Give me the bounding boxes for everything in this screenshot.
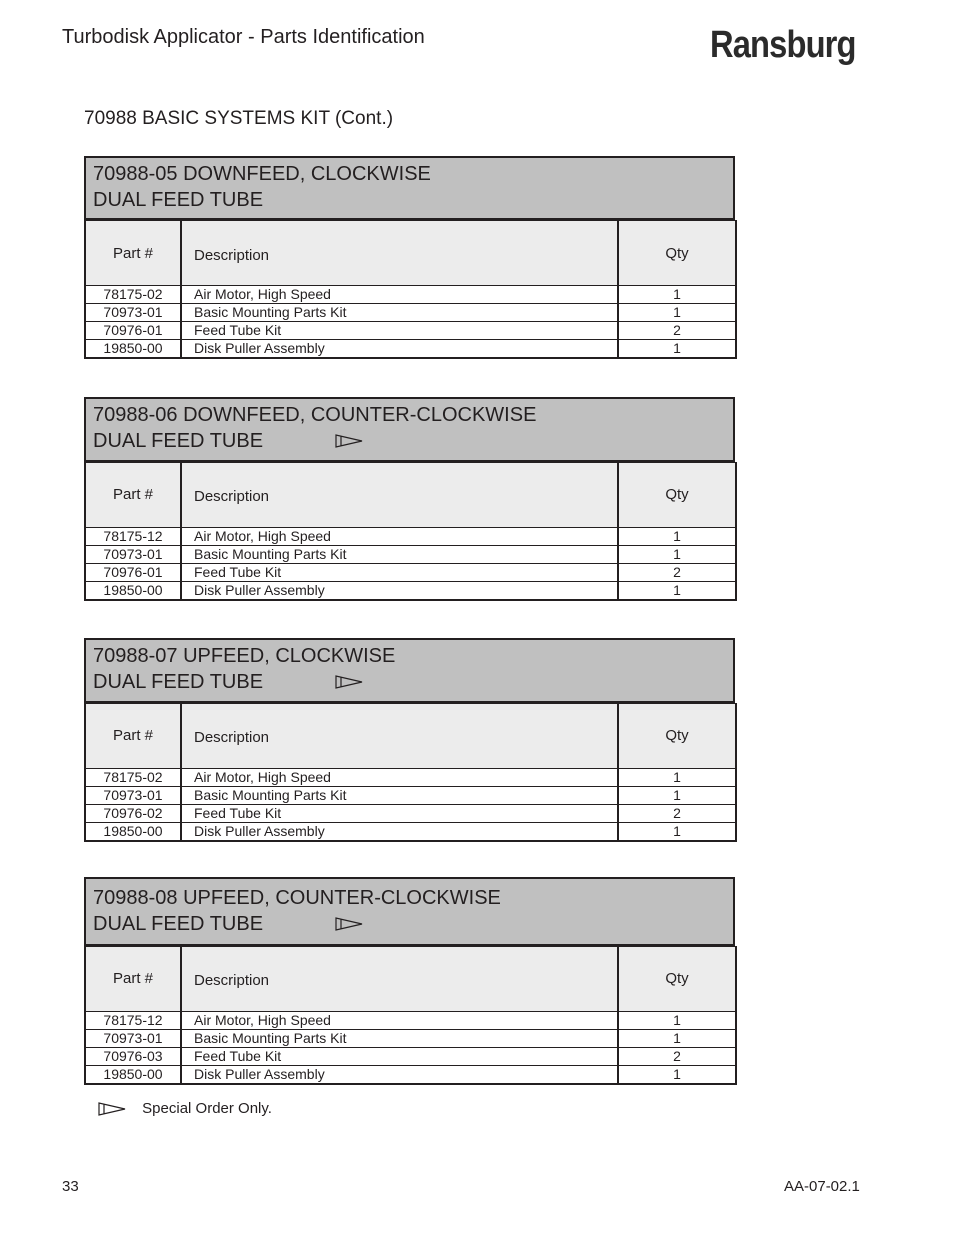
part-number: 78175-12 bbox=[85, 1011, 181, 1029]
table-row bbox=[85, 581, 736, 600]
part-qty: 2 bbox=[618, 322, 736, 340]
part-description: Disk Puller Assembly bbox=[181, 1065, 618, 1084]
document-code: AA-07-02.1 bbox=[784, 1178, 860, 1195]
kit-title-line2: DUAL FEED TUBE bbox=[93, 911, 726, 938]
parts-table bbox=[84, 462, 737, 601]
table-row bbox=[85, 545, 736, 563]
part-number: 19850-00 bbox=[85, 581, 181, 600]
kit-title-block bbox=[84, 638, 735, 703]
part-number: 70976-03 bbox=[85, 1047, 181, 1065]
part-number: 70973-01 bbox=[85, 1029, 181, 1047]
column-header-row bbox=[85, 703, 736, 768]
column-header-qty: Qty bbox=[618, 946, 736, 1011]
part-number: 19850-00 bbox=[85, 340, 181, 359]
column-header-description: Description bbox=[181, 946, 618, 1011]
part-qty: 1 bbox=[618, 286, 736, 304]
part-number: 19850-00 bbox=[85, 1065, 181, 1084]
kit-title-block bbox=[84, 397, 735, 462]
part-description: Feed Tube Kit bbox=[181, 804, 618, 822]
part-qty: 1 bbox=[618, 340, 736, 359]
kit-title-line1: 70988-06 DOWNFEED, COUNTER-CLOCKWISE bbox=[93, 404, 537, 426]
column-header-qty: Qty bbox=[618, 462, 736, 527]
part-description: Basic Mounting Parts Kit bbox=[181, 786, 618, 804]
special-order-arrow-icon bbox=[335, 670, 363, 696]
table-row bbox=[85, 1065, 736, 1084]
part-qty: 1 bbox=[618, 304, 736, 322]
part-qty: 1 bbox=[618, 1011, 736, 1029]
kit-title-line2: DUAL FEED TUBE bbox=[93, 189, 264, 211]
part-number: 70976-01 bbox=[85, 322, 181, 340]
part-qty: 1 bbox=[618, 1065, 736, 1084]
footnote-text: Special Order Only. bbox=[142, 1100, 272, 1117]
part-description: Air Motor, High Speed bbox=[181, 527, 618, 545]
column-header-part: Part # bbox=[85, 946, 181, 1011]
special-order-arrow-icon bbox=[335, 429, 363, 455]
part-number: 70973-01 bbox=[85, 545, 181, 563]
part-number: 78175-02 bbox=[85, 286, 181, 304]
part-number: 70976-01 bbox=[85, 563, 181, 581]
special-order-arrow-icon bbox=[98, 1100, 138, 1117]
part-qty: 2 bbox=[618, 1047, 736, 1065]
kit-title-block bbox=[84, 877, 735, 946]
part-number: 70973-01 bbox=[85, 304, 181, 322]
page-number: 33 bbox=[62, 1178, 79, 1195]
kit-table-70988-06 bbox=[84, 397, 735, 601]
part-description: Air Motor, High Speed bbox=[181, 1011, 618, 1029]
ransburg-logo: Ransburg bbox=[710, 24, 856, 66]
section-heading: 70988 BASIC SYSTEMS KIT (Cont.) bbox=[84, 108, 394, 129]
part-description: Basic Mounting Parts Kit bbox=[181, 304, 618, 322]
part-description: Feed Tube Kit bbox=[181, 1047, 618, 1065]
kit-table-70988-07 bbox=[84, 638, 735, 842]
part-qty: 1 bbox=[618, 527, 736, 545]
part-description: Feed Tube Kit bbox=[181, 322, 618, 340]
table-row bbox=[85, 563, 736, 581]
column-header-description: Description bbox=[181, 703, 618, 768]
kit-title-line2: DUAL FEED TUBE bbox=[93, 428, 726, 455]
column-header-part: Part # bbox=[85, 221, 181, 286]
part-qty: 1 bbox=[618, 822, 736, 841]
table-row bbox=[85, 304, 736, 322]
part-number: 70973-01 bbox=[85, 786, 181, 804]
part-description: Basic Mounting Parts Kit bbox=[181, 545, 618, 563]
part-number: 78175-12 bbox=[85, 527, 181, 545]
table-row bbox=[85, 768, 736, 786]
kit-title-line1: 70988-08 UPFEED, COUNTER-CLOCKWISE bbox=[93, 887, 501, 909]
part-description: Disk Puller Assembly bbox=[181, 581, 618, 600]
part-description: Disk Puller Assembly bbox=[181, 340, 618, 359]
part-qty: 1 bbox=[618, 581, 736, 600]
column-header-description: Description bbox=[181, 221, 618, 286]
parts-table bbox=[84, 220, 737, 359]
table-row bbox=[85, 286, 736, 304]
parts-table bbox=[84, 703, 737, 842]
kit-title-line2: DUAL FEED TUBE bbox=[93, 669, 726, 696]
table-row bbox=[85, 340, 736, 359]
part-description: Disk Puller Assembly bbox=[181, 822, 618, 841]
kit-title-line1: 70988-05 DOWNFEED, CLOCKWISE bbox=[93, 163, 431, 185]
document-header-title: Turbodisk Applicator - Parts Identification bbox=[62, 26, 425, 48]
table-row bbox=[85, 786, 736, 804]
part-qty: 2 bbox=[618, 563, 736, 581]
kit-table-70988-08 bbox=[84, 877, 735, 1085]
part-description: Basic Mounting Parts Kit bbox=[181, 1029, 618, 1047]
table-row bbox=[85, 822, 736, 841]
part-number: 78175-02 bbox=[85, 768, 181, 786]
part-number: 19850-00 bbox=[85, 822, 181, 841]
part-qty: 1 bbox=[618, 786, 736, 804]
column-header-row bbox=[85, 221, 736, 286]
table-row bbox=[85, 1047, 736, 1065]
part-qty: 1 bbox=[618, 545, 736, 563]
part-qty: 1 bbox=[618, 1029, 736, 1047]
kit-title-block bbox=[84, 156, 735, 220]
column-header-qty: Qty bbox=[618, 703, 736, 768]
table-row bbox=[85, 1011, 736, 1029]
table-row bbox=[85, 1029, 736, 1047]
part-description: Air Motor, High Speed bbox=[181, 768, 618, 786]
part-number: 70976-02 bbox=[85, 804, 181, 822]
column-header-row bbox=[85, 462, 736, 527]
column-header-qty: Qty bbox=[618, 221, 736, 286]
special-order-footnote bbox=[98, 1100, 272, 1117]
part-qty: 1 bbox=[618, 768, 736, 786]
part-description: Feed Tube Kit bbox=[181, 563, 618, 581]
column-header-part: Part # bbox=[85, 703, 181, 768]
kit-title-line1: 70988-07 UPFEED, CLOCKWISE bbox=[93, 645, 396, 667]
table-row bbox=[85, 322, 736, 340]
column-header-description: Description bbox=[181, 462, 618, 527]
part-description: Air Motor, High Speed bbox=[181, 286, 618, 304]
kit-table-70988-05 bbox=[84, 156, 735, 359]
part-qty: 2 bbox=[618, 804, 736, 822]
table-row bbox=[85, 804, 736, 822]
special-order-arrow-icon bbox=[335, 912, 363, 938]
column-header-part: Part # bbox=[85, 462, 181, 527]
table-row bbox=[85, 527, 736, 545]
parts-table bbox=[84, 946, 737, 1085]
column-header-row bbox=[85, 946, 736, 1011]
